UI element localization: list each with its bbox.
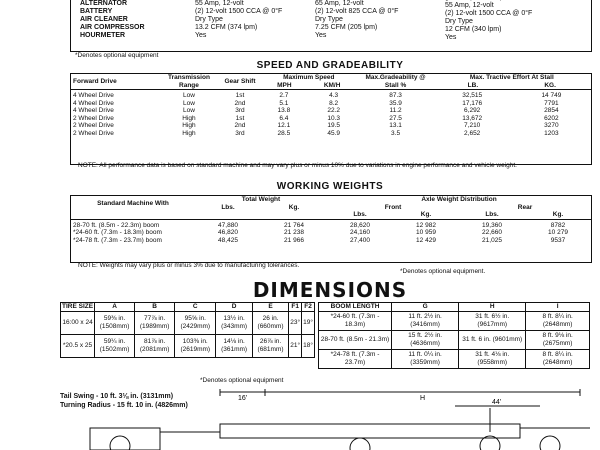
- table-cell: Low: [183, 92, 195, 99]
- col-subheader: KM/H: [323, 81, 341, 89]
- speed-table-box: [70, 73, 592, 165]
- spec-value: (2) 12-volt 825 CCA @ 0°F: [315, 8, 399, 15]
- table-row: [71, 107, 591, 115]
- table-row: [71, 229, 591, 237]
- table-cell: 6.4: [279, 114, 289, 122]
- col-subheader: Rear: [517, 203, 533, 211]
- dimensions-title: DIMENSIONS: [252, 278, 408, 302]
- table-cell: 2 Wheel Drive: [73, 122, 114, 129]
- turning-radius: Turning Radius - 15 ft. 10 in. (4826mm): [60, 402, 188, 409]
- table-cell: 1st: [235, 92, 245, 99]
- table-cell: 19°: [302, 311, 315, 334]
- table-cell: 2.7: [279, 92, 289, 99]
- table-cell: 31 ft. 4⅛ in. (9558mm): [459, 349, 526, 368]
- table-cell: 9537: [550, 236, 566, 244]
- col-header: Total Weight: [241, 196, 281, 203]
- table-cell: 18°: [302, 334, 315, 357]
- table-cell: *24-78 ft. (7.3m - 23.7m): [319, 349, 392, 368]
- table-cell: 10.3: [327, 114, 340, 122]
- weights-title: WORKING WEIGHTS: [276, 181, 384, 192]
- specs-col3: [445, 0, 532, 42]
- table-row: [71, 115, 591, 123]
- table-row: [61, 311, 315, 334]
- spec-value: (2) 12-volt 1500 CCA @ 0°F: [445, 10, 533, 17]
- col-subheader: Kg.: [552, 211, 564, 218]
- table-cell: 7791: [544, 99, 559, 107]
- table-cell: 87.3: [389, 92, 402, 99]
- table-cell: 13,672: [462, 114, 483, 122]
- table-cell: 22.2: [327, 107, 340, 114]
- table-cell: 17,176: [462, 99, 483, 107]
- spec-value: 7.25 CFM (205 lpm): [315, 24, 378, 31]
- table-cell: 35.9: [389, 99, 402, 107]
- specs-labels: [80, 0, 145, 40]
- table-cell: 7,210: [464, 122, 481, 129]
- spec-value: 55 Amp, 12-volt: [195, 0, 244, 7]
- dim-footnote: *Denotes optional equipment: [200, 377, 284, 384]
- spec-value: 55 Amp, 12-volt: [445, 2, 494, 9]
- table-cell: 28,620: [350, 221, 370, 229]
- table-cell: 3rd: [235, 107, 245, 114]
- table-cell: 21 764: [284, 221, 304, 229]
- dim-label-h: H: [420, 395, 426, 402]
- table-cell: 103⅜ in. (2619mm): [175, 334, 216, 357]
- col-header: Transmission Range: [168, 74, 210, 89]
- table-cell: 8.2: [329, 99, 339, 107]
- specs-col2: [315, 0, 398, 40]
- col-subheader: Lbs.: [221, 203, 235, 211]
- col-header: F1: [289, 303, 302, 312]
- spec-label: HOURMETER: [80, 32, 126, 39]
- machine-drawing: [60, 388, 595, 450]
- col-header: E: [252, 303, 288, 312]
- table-cell: 21,025: [482, 236, 502, 244]
- table-cell: 21 966: [284, 236, 304, 244]
- spec-value: Yes: [315, 32, 327, 39]
- table-cell: 47,880: [218, 221, 238, 229]
- table-cell: 28.5: [277, 129, 291, 137]
- boom-table-wrap: [318, 302, 590, 369]
- col-header-text: Maximum Speed: [283, 74, 335, 81]
- table-row: [71, 122, 591, 130]
- tire-table: [60, 302, 315, 358]
- table-cell: 48,425: [218, 236, 238, 244]
- spec-value: Dry Type: [445, 18, 473, 25]
- table-cell: 28-70 ft. (8.5m - 21.3m): [319, 330, 392, 349]
- table-cell: 6202: [544, 114, 559, 122]
- spec-label: AIR CLEANER: [80, 16, 128, 23]
- spec-value: Dry Type: [195, 16, 223, 23]
- col-header: Standard Machine With: [97, 199, 169, 207]
- table-cell: 4.3: [329, 92, 339, 99]
- table-cell: 23°: [289, 311, 302, 334]
- weights-table: [71, 196, 591, 244]
- tail-swing: Tail Swing - 10 ft. 3⅛ in. (3131mm): [60, 393, 174, 400]
- spec-label: AIR COMPRESSOR: [80, 24, 145, 31]
- table-cell: 26 in. (660mm): [252, 311, 288, 334]
- col-header: Forward Drive: [73, 77, 117, 85]
- table-cell: 16:00 x 24: [61, 311, 95, 334]
- col-header: C: [175, 303, 216, 312]
- table-cell: 14 749: [541, 92, 562, 99]
- spec-value: Dry Type: [315, 16, 343, 23]
- table-cell: 2nd: [234, 122, 246, 129]
- table-cell: 81⅞ in. (2081mm): [135, 334, 175, 357]
- table-cell: 8 ft. 8¼ in. (2648mm): [526, 311, 590, 330]
- col-subheader: LB.: [467, 81, 479, 89]
- table-row: [71, 92, 591, 100]
- table-row: [71, 222, 591, 230]
- table-cell: 77⅞ in. (1989mm): [135, 311, 175, 334]
- col-subheader: KG.: [544, 81, 556, 89]
- table-cell: High: [182, 122, 196, 129]
- table-cell: High: [182, 114, 196, 122]
- table-cell: 19,360: [482, 221, 502, 229]
- table-cell: 1st: [235, 114, 245, 122]
- table-cell: 3.5: [391, 129, 401, 137]
- table-cell: 10 279: [548, 229, 568, 236]
- table-cell: 4 Wheel Drive: [73, 107, 114, 114]
- table-cell: 1203: [544, 129, 559, 137]
- table-row: [71, 130, 591, 138]
- table-cell: 19.5: [327, 122, 340, 129]
- table-cell: 28-70 ft. (8.5m - 22.3m) boom: [73, 221, 160, 229]
- table-cell: 31 ft. 6½ in. (9617mm): [459, 311, 526, 330]
- table-cell: 2,652: [464, 129, 481, 137]
- table-cell: 22,660: [482, 229, 502, 236]
- table-row: [71, 100, 591, 108]
- table-cell: 21°: [289, 334, 302, 357]
- spec-value: 12 CFM (340 lpm): [445, 26, 502, 33]
- col-header: [433, 74, 591, 90]
- table-row: [319, 349, 590, 368]
- table-cell: *24-60 ft. (7.3m - 18.3m) boom: [73, 229, 162, 236]
- table-cell: 13.8: [277, 107, 291, 114]
- col-header: BOOM LENGTH: [319, 303, 392, 312]
- table-cell: 5.1: [279, 99, 289, 107]
- spec-label: ALTERNATOR: [80, 0, 128, 7]
- table-cell: 15 ft. 2½ in. (4636mm): [392, 330, 459, 349]
- weights-table-box: [70, 195, 592, 263]
- table-row: [71, 237, 591, 245]
- col-subheader: Lbs.: [353, 211, 367, 218]
- table-cell: Low: [183, 107, 195, 114]
- col-header: [259, 74, 359, 90]
- table-cell: 24,160: [350, 229, 370, 236]
- col-header: B: [135, 303, 175, 312]
- table-row: [319, 311, 590, 330]
- dim-label-44: 44': [492, 399, 502, 406]
- table-cell: 4 Wheel Drive: [73, 99, 114, 107]
- col-subheader: Front: [384, 203, 402, 211]
- col-header: TIRE SIZE: [62, 303, 94, 310]
- table-cell: *24-60 ft. (7.3m - 18.3m): [319, 311, 392, 330]
- specs-col1: [195, 0, 282, 40]
- table-cell: 59¼ in. (1502mm): [95, 334, 135, 357]
- table-cell: 26⅞ in. (681mm): [252, 334, 288, 357]
- col-header: A: [95, 303, 135, 312]
- spec-value: (2) 12-volt 1500 CCA @ 0°F: [195, 8, 283, 15]
- col-header: G: [392, 303, 459, 312]
- weights-footnote: *Denotes optional equipment.: [400, 268, 486, 275]
- speed-title: SPEED AND GRADEABILITY: [256, 60, 404, 71]
- speed-note: NOTE: All performance data is based on standard machine and may vary plus or minus 10% due to variations in engine performance and vehicle weight.: [78, 162, 517, 169]
- spec-value: Yes: [445, 34, 457, 41]
- table-cell: 13½ in. (343mm): [216, 311, 252, 334]
- speed-table: [71, 74, 591, 137]
- specs-footnote: *Denotes optional equipment: [75, 52, 159, 59]
- table-cell: 31 ft. 6 in. (9601mm): [459, 330, 526, 349]
- table-cell: 11 ft. 2½ in. (3416mm): [392, 311, 459, 330]
- table-cell: 14⅛ in. (361mm): [216, 334, 252, 357]
- table-cell: 13.1: [389, 122, 402, 129]
- table-cell: 8 ft. 9⅛ in. (2675mm): [526, 330, 590, 349]
- col-subheader: Lbs.: [485, 211, 499, 218]
- col-header: D: [216, 303, 252, 312]
- table-cell: 2 Wheel Drive: [73, 114, 114, 122]
- table-row: [61, 334, 315, 357]
- col-subheader: Kg.: [288, 203, 300, 211]
- col-subheader: MPH: [277, 81, 292, 89]
- table-cell: 11.2: [389, 107, 402, 114]
- weights-note: NOTE: Weights may vary plus or minus 3% due to manufacturing tolerances.: [78, 262, 300, 269]
- col-header: Axle Weight Distribution: [421, 196, 497, 203]
- table-cell: 95⅝ in. (2429mm): [175, 311, 216, 334]
- table-cell: 4 Wheel Drive: [73, 92, 114, 99]
- table-row: [319, 330, 590, 349]
- table-cell: 27.5: [389, 114, 402, 122]
- table-cell: 2 Wheel Drive: [73, 129, 114, 137]
- table-cell: *24-78 ft. (7.3m - 23.7m) boom: [73, 236, 162, 244]
- table-cell: 59⅜ in. (1508mm): [95, 311, 135, 334]
- col-subheader: Kg.: [420, 211, 432, 218]
- table-cell: 21 238: [284, 229, 304, 236]
- spec-value: 65 Amp, 12-volt: [315, 0, 364, 7]
- table-cell: 6,292: [464, 107, 481, 114]
- table-cell: 45.9: [327, 129, 340, 137]
- col-header: Max.Gradeability @ Stall %: [365, 74, 426, 89]
- col-header: F2: [302, 303, 315, 312]
- boom-table: [318, 302, 590, 369]
- col-header-text: Max. Tractive Effort At Stall: [469, 74, 554, 81]
- table-cell: 12 429: [416, 236, 436, 244]
- spec-value: Yes: [195, 32, 207, 39]
- table-cell: 11 ft. 0¼ in. (3359mm): [392, 349, 459, 368]
- table-cell: 8782: [550, 221, 566, 229]
- tire-table-wrap: [60, 302, 315, 358]
- table-cell: 2854: [544, 107, 559, 114]
- col-header: Gear Shift: [224, 77, 256, 85]
- table-cell: 3rd: [235, 129, 245, 137]
- table-cell: *20.5 x 25: [61, 334, 95, 357]
- table-cell: 46,820: [218, 229, 238, 236]
- col-header: H: [459, 303, 526, 312]
- spec-value: 13.2 CFM (374 lpm): [195, 24, 258, 31]
- table-cell: 32,515: [462, 92, 483, 99]
- table-cell: High: [182, 129, 196, 137]
- table-cell: 8 ft. 8¼ in. (2648mm): [526, 349, 590, 368]
- dim-label-16ft: 16': [238, 395, 248, 402]
- table-cell: Low: [183, 99, 195, 107]
- table-cell: 27,400: [350, 236, 370, 244]
- table-cell: 10 959: [416, 229, 436, 236]
- table-cell: 12 982: [416, 221, 436, 229]
- spec-label: BATTERY: [80, 8, 113, 15]
- table-cell: 3270: [544, 122, 559, 129]
- table-cell: 12.1: [277, 122, 291, 129]
- table-cell: 2nd: [234, 99, 246, 107]
- col-header: I: [526, 303, 590, 312]
